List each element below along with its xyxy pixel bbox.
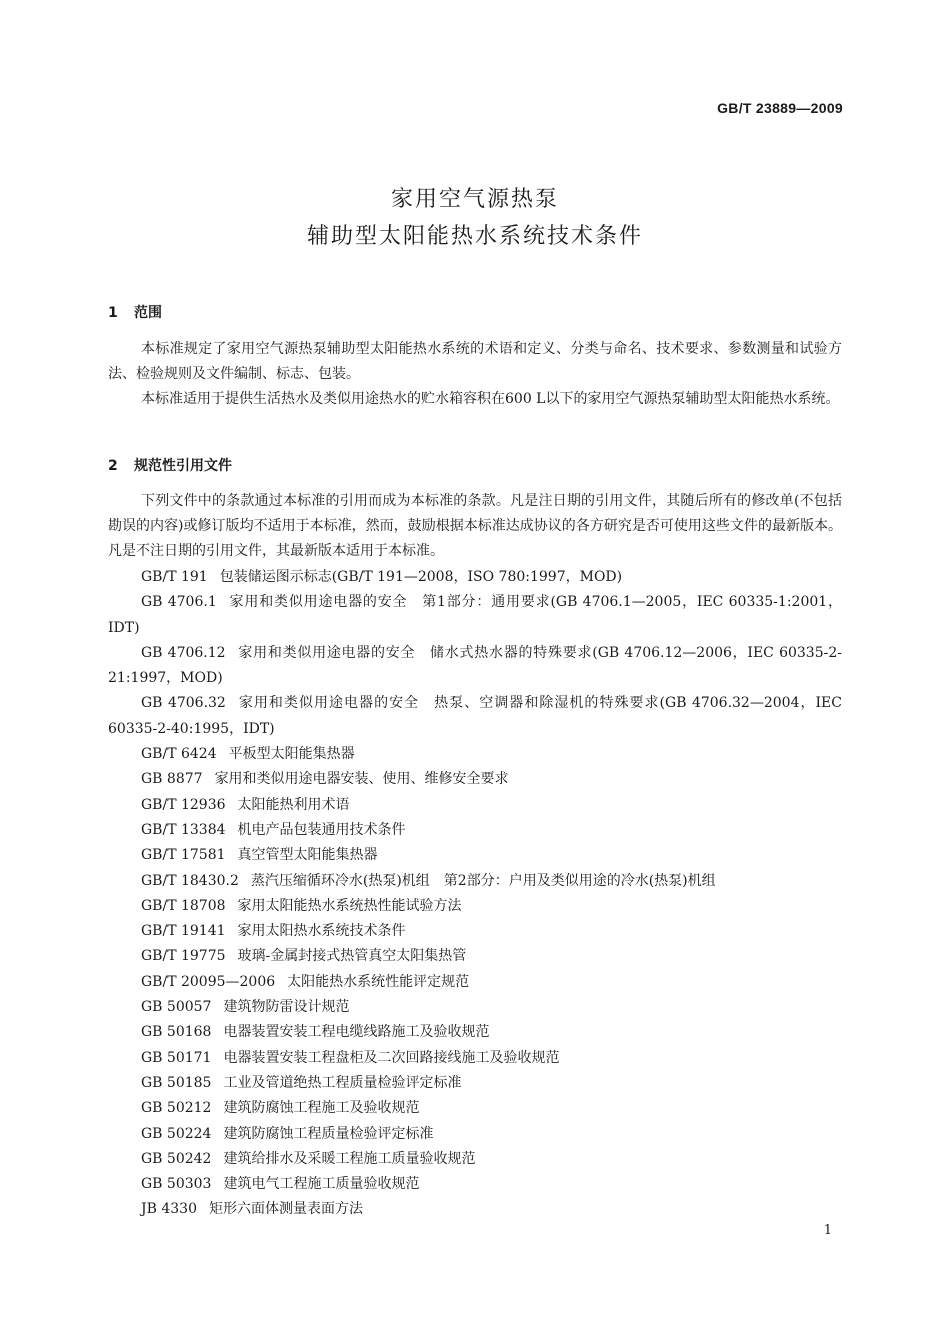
reference-code: JB 4330 — [141, 1201, 197, 1218]
reference-code: GB 50185 — [141, 1074, 212, 1091]
reference-item — [108, 894, 842, 919]
reference-code: GB 50168 — [141, 1024, 212, 1041]
reference-code: GB/T 20095—2006 — [141, 973, 276, 990]
reference-code: GB/T 12936 — [141, 796, 226, 813]
reference-item — [108, 590, 842, 641]
reference-code: GB 8877 — [141, 771, 203, 788]
reference-code: GB 50171 — [141, 1049, 212, 1066]
scope-paragraph-2: 本标准适用于提供生活热水及类似用途热水的贮水箱容积在600 L以下的家用空气源热泵辅助型太阳能热水系统。 — [141, 391, 840, 407]
reference-title: 太阳能热利用术语 — [237, 796, 350, 813]
reference-item — [108, 970, 842, 995]
reference-code: GB/T 18430.2 — [141, 872, 239, 889]
reference-item — [108, 1020, 842, 1045]
reference-item — [108, 869, 842, 894]
reference-title: 蒸汽压缩循环冷水(热泵)机组 第2部分：户用及类似用途的冷水(热泵)机组 — [250, 872, 716, 889]
section-2-heading — [108, 455, 232, 475]
reference-item — [108, 1096, 842, 1121]
reference-item — [108, 767, 842, 792]
reference-title: 矩形六面体测量表面方法 — [208, 1201, 363, 1218]
references-intro-paragraph: 下列文件中的条款通过本标准的引用而成为本标准的条款。凡是注日期的引用文件，其随后所有的修改单(不包括勘误的内容)或修订版均不适用于本标准，然而，鼓励根据本标准达成协议的各方研究是否可使用这些文件的最新版本。凡是不注日期的引用文件，其最新版本适用于本标准。 — [108, 493, 842, 559]
reference-item — [108, 843, 842, 868]
reference-title: 机电产品包装通用技术条件 — [237, 821, 406, 838]
reference-code: GB 50303 — [141, 1176, 212, 1193]
reference-code: GB 50224 — [141, 1125, 212, 1142]
reference-code: GB 50242 — [141, 1150, 212, 1167]
reference-title: 家用和类似用途电器的安全 第1部分：通用要求(GB 4706.1—2005，IEC 60335-1:2001，IDT) — [108, 594, 842, 636]
reference-item — [108, 641, 842, 692]
reference-item — [108, 565, 842, 590]
reference-code: GB/T 19775 — [141, 948, 226, 965]
reference-item — [108, 995, 842, 1020]
reference-title: 建筑给排水及采暖工程施工质量验收规范 — [223, 1150, 476, 1167]
reference-code: GB 50212 — [141, 1100, 212, 1117]
reference-item — [108, 1046, 842, 1071]
reference-item — [108, 1147, 842, 1172]
reference-code: GB 50057 — [141, 999, 212, 1016]
reference-code: GB 4706.12 — [141, 644, 226, 661]
reference-item — [108, 1071, 842, 1096]
reference-title: 电器装置安装工程电缆线路施工及验收规范 — [223, 1024, 490, 1041]
reference-title: 工业及管道绝热工程质量检验评定标准 — [223, 1074, 462, 1091]
reference-code: GB 4706.1 — [141, 594, 217, 611]
reference-item — [108, 793, 842, 818]
reference-title: 建筑防腐蚀工程质量检验评定标准 — [223, 1125, 434, 1142]
reference-title: 家用和类似用途电器的安全 热泵、空调器和除湿机的特殊要求(GB 4706.32—2004，IEC 60335-2-40:1995，IDT) — [108, 695, 842, 737]
reference-item — [108, 1197, 842, 1222]
reference-title: 平板型太阳能集热器 — [228, 746, 355, 763]
section-number: 1 — [108, 305, 118, 321]
reference-title: 建筑防腐蚀工程施工及验收规范 — [223, 1100, 420, 1117]
section-number: 2 — [108, 458, 118, 474]
reference-item — [108, 944, 842, 969]
section-1-heading — [108, 302, 162, 322]
reference-item — [108, 742, 842, 767]
reference-title: 电器装置安装工程盘柜及二次回路接线施工及验收规范 — [223, 1049, 560, 1066]
reference-title: 家用太阳热水系统技术条件 — [237, 923, 406, 940]
reference-code: GB/T 6424 — [141, 746, 217, 763]
reference-code: GB/T 17581 — [141, 847, 226, 864]
document-title-line-1: 家用空气源热泵 — [390, 187, 559, 212]
document-title-line-2: 辅助型太阳能热水系统技术条件 — [306, 224, 643, 249]
reference-title: 真空管型太阳能集热器 — [237, 847, 378, 864]
reference-item — [108, 1172, 842, 1197]
reference-title: 太阳能热水系统性能评定规范 — [287, 973, 470, 990]
reference-title: 家用太阳能热水系统热性能试验方法 — [237, 897, 462, 914]
reference-title: 玻璃-金属封接式热管真空太阳集热管 — [237, 948, 467, 965]
reference-code: GB/T 18708 — [141, 897, 226, 914]
reference-title: 家用和类似用途电器安装、使用、维修安全要求 — [214, 771, 509, 788]
reference-item — [108, 818, 842, 843]
reference-code: GB 4706.32 — [141, 695, 226, 712]
standard-number: GB/T 23889—2009 — [717, 100, 843, 116]
reference-code: GB/T 19141 — [141, 923, 226, 940]
reference-title: 包装储运图示标志(GB/T 191—2008，ISO 780:1997，MOD) — [219, 569, 623, 585]
reference-item — [108, 691, 842, 742]
scope-paragraph-1: 本标准规定了家用空气源热泵辅助型太阳能热水系统的术语和定义、分类与命名、技术要求、参数测量和试验方法、检验规则及文件编制、标志、包装。 — [108, 341, 842, 382]
reference-item — [108, 919, 842, 944]
reference-code: GB/T 191 — [141, 569, 208, 585]
reference-code: GB/T 13384 — [141, 821, 226, 838]
reference-title: 家用和类似用途电器的安全 储水式热水器的特殊要求(GB 4706.12—2006，IEC 60335-2-21:1997，MOD) — [108, 644, 842, 687]
page-number: 1 — [823, 1223, 832, 1238]
reference-title: 建筑电气工程施工质量验收规范 — [223, 1176, 420, 1193]
section-title: 规范性引用文件 — [134, 458, 232, 474]
reference-item — [108, 1122, 842, 1147]
reference-title: 建筑物防雷设计规范 — [223, 999, 350, 1016]
normative-references-list — [108, 565, 842, 1223]
section-title: 范围 — [134, 305, 162, 321]
